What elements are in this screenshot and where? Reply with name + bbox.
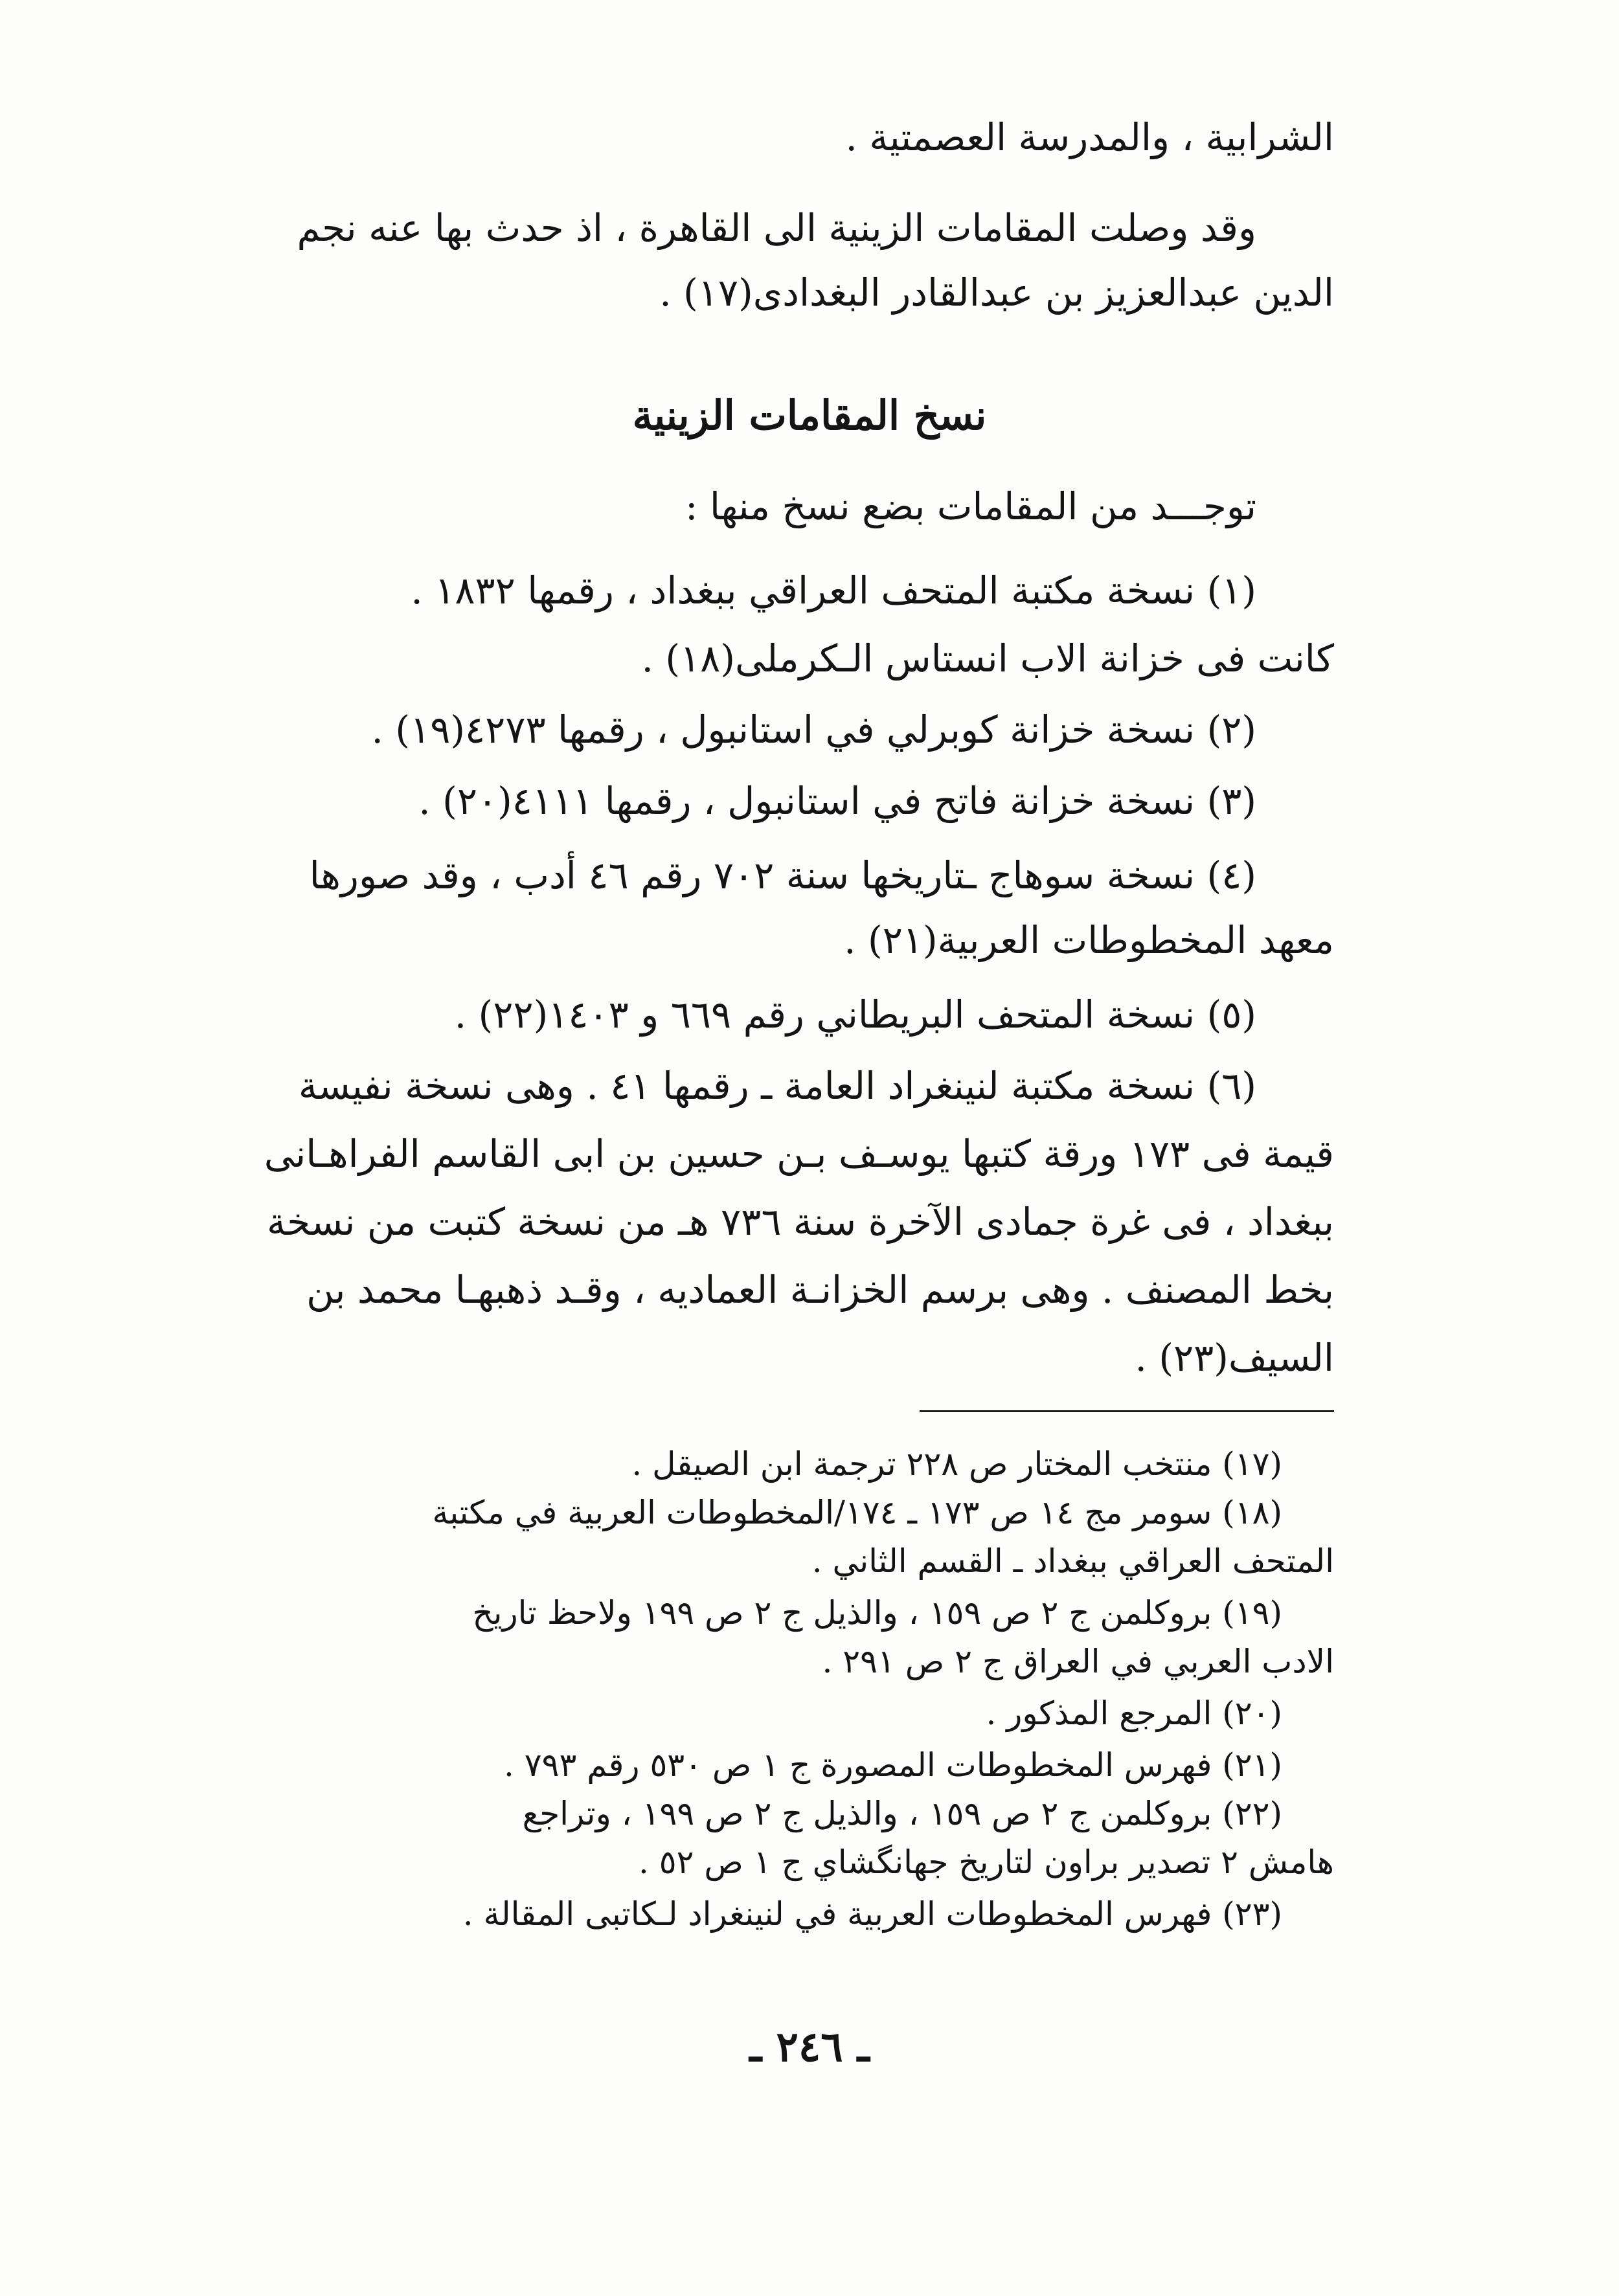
copy-item-4: (٤) نسخة سوهاج ـتاريخها سنة ٧٠٢ رقم ٤٦ أدب ، وقد صورها: [309, 853, 1256, 897]
page-number: ـ ٢٤٦ ـ: [749, 2023, 870, 2071]
copy-item-2: (٢) نسخة خزانة كوبرلي في استانبول ، رقمها ٤٢٧٣(١٩) .: [371, 708, 1256, 752]
section-heading: نسخ المقامات الزينية: [632, 392, 987, 439]
continuation-line: الشرابية ، والمدرسة العصمتية .: [845, 115, 1334, 159]
footnote-22: (٢٢) بروكلمن ج ٢ ص ١٥٩ ، والذيل ج ٢ ص ١٩٩ ، وتراجع: [522, 1795, 1282, 1832]
copy-item-1: (١) نسخة مكتبة المتحف العراقي ببغداد ، رقمها ١٨٣٢ .: [411, 568, 1256, 613]
footnote-20: (٢٠) المرجع المذكور .: [986, 1694, 1282, 1732]
footnote-18-continuation: المتحف العراقي ببغداد ـ القسم الثاني .: [811, 1542, 1334, 1580]
intro-line: توجـــد من المقامات بضع نسخ منها :: [685, 484, 1256, 528]
copy-item-6-line: بخط المصنف . وهى برسم الخزانـة العماديه ، وقـد ذهبهـا محمد بن: [306, 1268, 1334, 1312]
copy-item-3: (٣) نسخة خزانة فاتح في استانبول ، رقمها ٤١١١(٢٠) .: [418, 779, 1256, 823]
copy-item-6-line: ببغداد ، فى غرة جمادى الآخرة سنة ٧٣٦ هـ من نسخة كتبت من نسخة: [266, 1200, 1334, 1244]
footnote-22-continuation: هامش ٢ تصدير براون لتاريخ جهانگشاي ج ١ ص ٥٢ .: [638, 1843, 1334, 1881]
footnote-19-continuation: الادب العربي في العراق ج ٢ ص ٢٩١ .: [822, 1643, 1334, 1680]
copy-item-6-line: قيمة فى ١٧٣ ورقة كتبها يوسـف بـن حسين بن ابى القاسم الفراهـانى: [264, 1132, 1334, 1176]
footnote-21: (٢١) فهرس المخطوطات المصورة ج ١ ص ٥٣٠ رقم ٧٩٣ .: [503, 1746, 1282, 1784]
footnote-18: (١٨) سومر مج ١٤ ص ١٧٣ ـ ١٧٤/المخطوطات العربية في مكتبة: [432, 1494, 1282, 1531]
copy-item-6-line: السيف(٢٣) .: [1135, 1336, 1334, 1380]
paragraph-line: وقد وصلت المقامات الزينية الى القاهرة ، اذ حدث بها عنه نجم: [297, 206, 1256, 250]
copy-item-6: (٦) نسخة مكتبة لنينغراد العامة ـ رقمها ٤١ . وهى نسخة نفيسة: [298, 1064, 1256, 1108]
paragraph-line: الدين عبدالعزيز بن عبدالقادر البغدادى(١٧) .: [659, 271, 1334, 315]
copy-item-1-continuation: كانت فى خزانة الاب انستاس الـكرملى(١٨) .: [641, 636, 1334, 681]
footnote-23: (٢٣) فهرس المخطوطات العربية في لنينغراد لـكاتبى المقالة .: [462, 1895, 1282, 1933]
footnote-19: (١٩) بروكلمن ج ٢ ص ١٥٩ ، والذيل ج ٢ ص ١٩٩ ولاحظ تاريخ: [472, 1594, 1282, 1632]
copy-item-4-continuation: معهد المخطوطات العربية(٢١) .: [844, 918, 1334, 962]
copy-item-5: (٥) نسخة المتحف البريطاني رقم ٦٦٩ و ١٤٠٣(٢٢) .: [454, 993, 1256, 1037]
footnote-separator: [920, 1410, 1334, 1412]
footnote-17: (١٧) منتخب المختار ص ٢٢٨ ترجمة ابن الصيقل .: [631, 1445, 1282, 1483]
